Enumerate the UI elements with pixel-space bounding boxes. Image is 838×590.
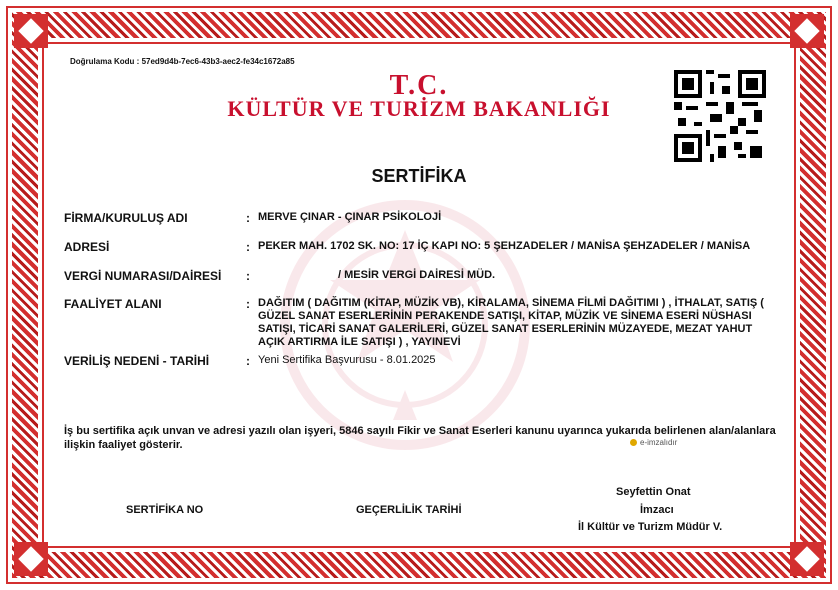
reason-colon: : [246, 354, 250, 368]
activity-label: FAALİYET ALANI [64, 297, 162, 311]
address-value: PEKER MAH. 1702 SK. NO: 17 İÇ KAPI NO: 5 ŞEHZADELER / MANİSA ŞEHZADELER / MANİSA [258, 240, 751, 252]
qr-code [674, 70, 766, 162]
verification-label: Doğrulama Kodu : [70, 57, 140, 66]
verification-code [70, 57, 295, 66]
corner-ornament-bottom-left [14, 542, 48, 576]
certificate-title: SERTİFİKA [371, 166, 467, 186]
corner-ornament-top-left [14, 14, 48, 48]
corner-ornament-top-right [790, 14, 824, 48]
e-signature-icon [630, 439, 637, 446]
tax-colon: : [246, 269, 250, 283]
signer-name: Seyfettin Onat [616, 486, 691, 498]
signer-role: İmzacı [640, 504, 674, 516]
certificate-body-text: İş bu sertifika açık unvan ve adresi yazılı olan işyeri, 5846 sayılı Fikir ve Sanat Eserleri kanunu uyarınca yukarıda belirlenen alan/alanlara ilişkin faaliyet gösterir. [64, 425, 776, 451]
e-signature-label: e-imzalıdır [640, 438, 678, 447]
corner-ornament-bottom-right [790, 542, 824, 576]
tax-value: / MESİR VERGİ DAİRESİ MÜD. [338, 269, 496, 281]
certificate-number-label: SERTİFİKA NO [126, 504, 204, 516]
address-colon: : [246, 240, 250, 254]
tax-label: VERGİ NUMARASI/DAİRESİ [64, 269, 222, 283]
firm-value: MERVE ÇINAR - ÇINAR PSİKOLOJİ [258, 211, 442, 223]
reason-value: Yeni Sertifika Başvurusu - 8.01.2025 [258, 354, 436, 366]
validity-date-label: GEÇERLİLİK TARİHİ [356, 504, 462, 516]
activity-colon: : [246, 297, 250, 311]
firm-label: FİRMA/KURULUŞ ADI [64, 211, 188, 225]
firm-colon: : [246, 211, 250, 225]
e-signature-badge [630, 438, 677, 447]
header-ministry-name: KÜLTÜR VE TURİZM BAKANLIĞI [227, 96, 611, 121]
activity-value: DAĞITIM ( DAĞITIM (KİTAP, MÜZİK VB), KİRALAMA, SİNEMA FİLMİ DAĞITIMI ) , İTHALAT, SATIŞ ( GÜZEL SANAT ESERLERİNİN PERAKENDE SATIŞI, KİTAP, MÜZİK VE SİNEMA ESERİ NÜSHASI SATIŞI, TİCARİ SANAT GALERİLERİ, GÜZEL SANAT ESERLERİNİN MÜZAYEDE, MEZAT YAHUT AÇIK ARTIRMA İLE SATIŞI ) , YAYINEVİ [258, 297, 764, 348]
signer-title: İl Kültür ve Turizm Müdür V. [578, 521, 723, 533]
verification-code-value: 57ed9d4b-7ec6-43b3-aec2-fe34c1672a85 [141, 57, 295, 66]
header-tc: T.C. [389, 70, 449, 101]
reason-label: VERİLİŞ NEDENİ - TARİHİ [64, 354, 210, 368]
address-label: ADRESİ [64, 240, 110, 254]
